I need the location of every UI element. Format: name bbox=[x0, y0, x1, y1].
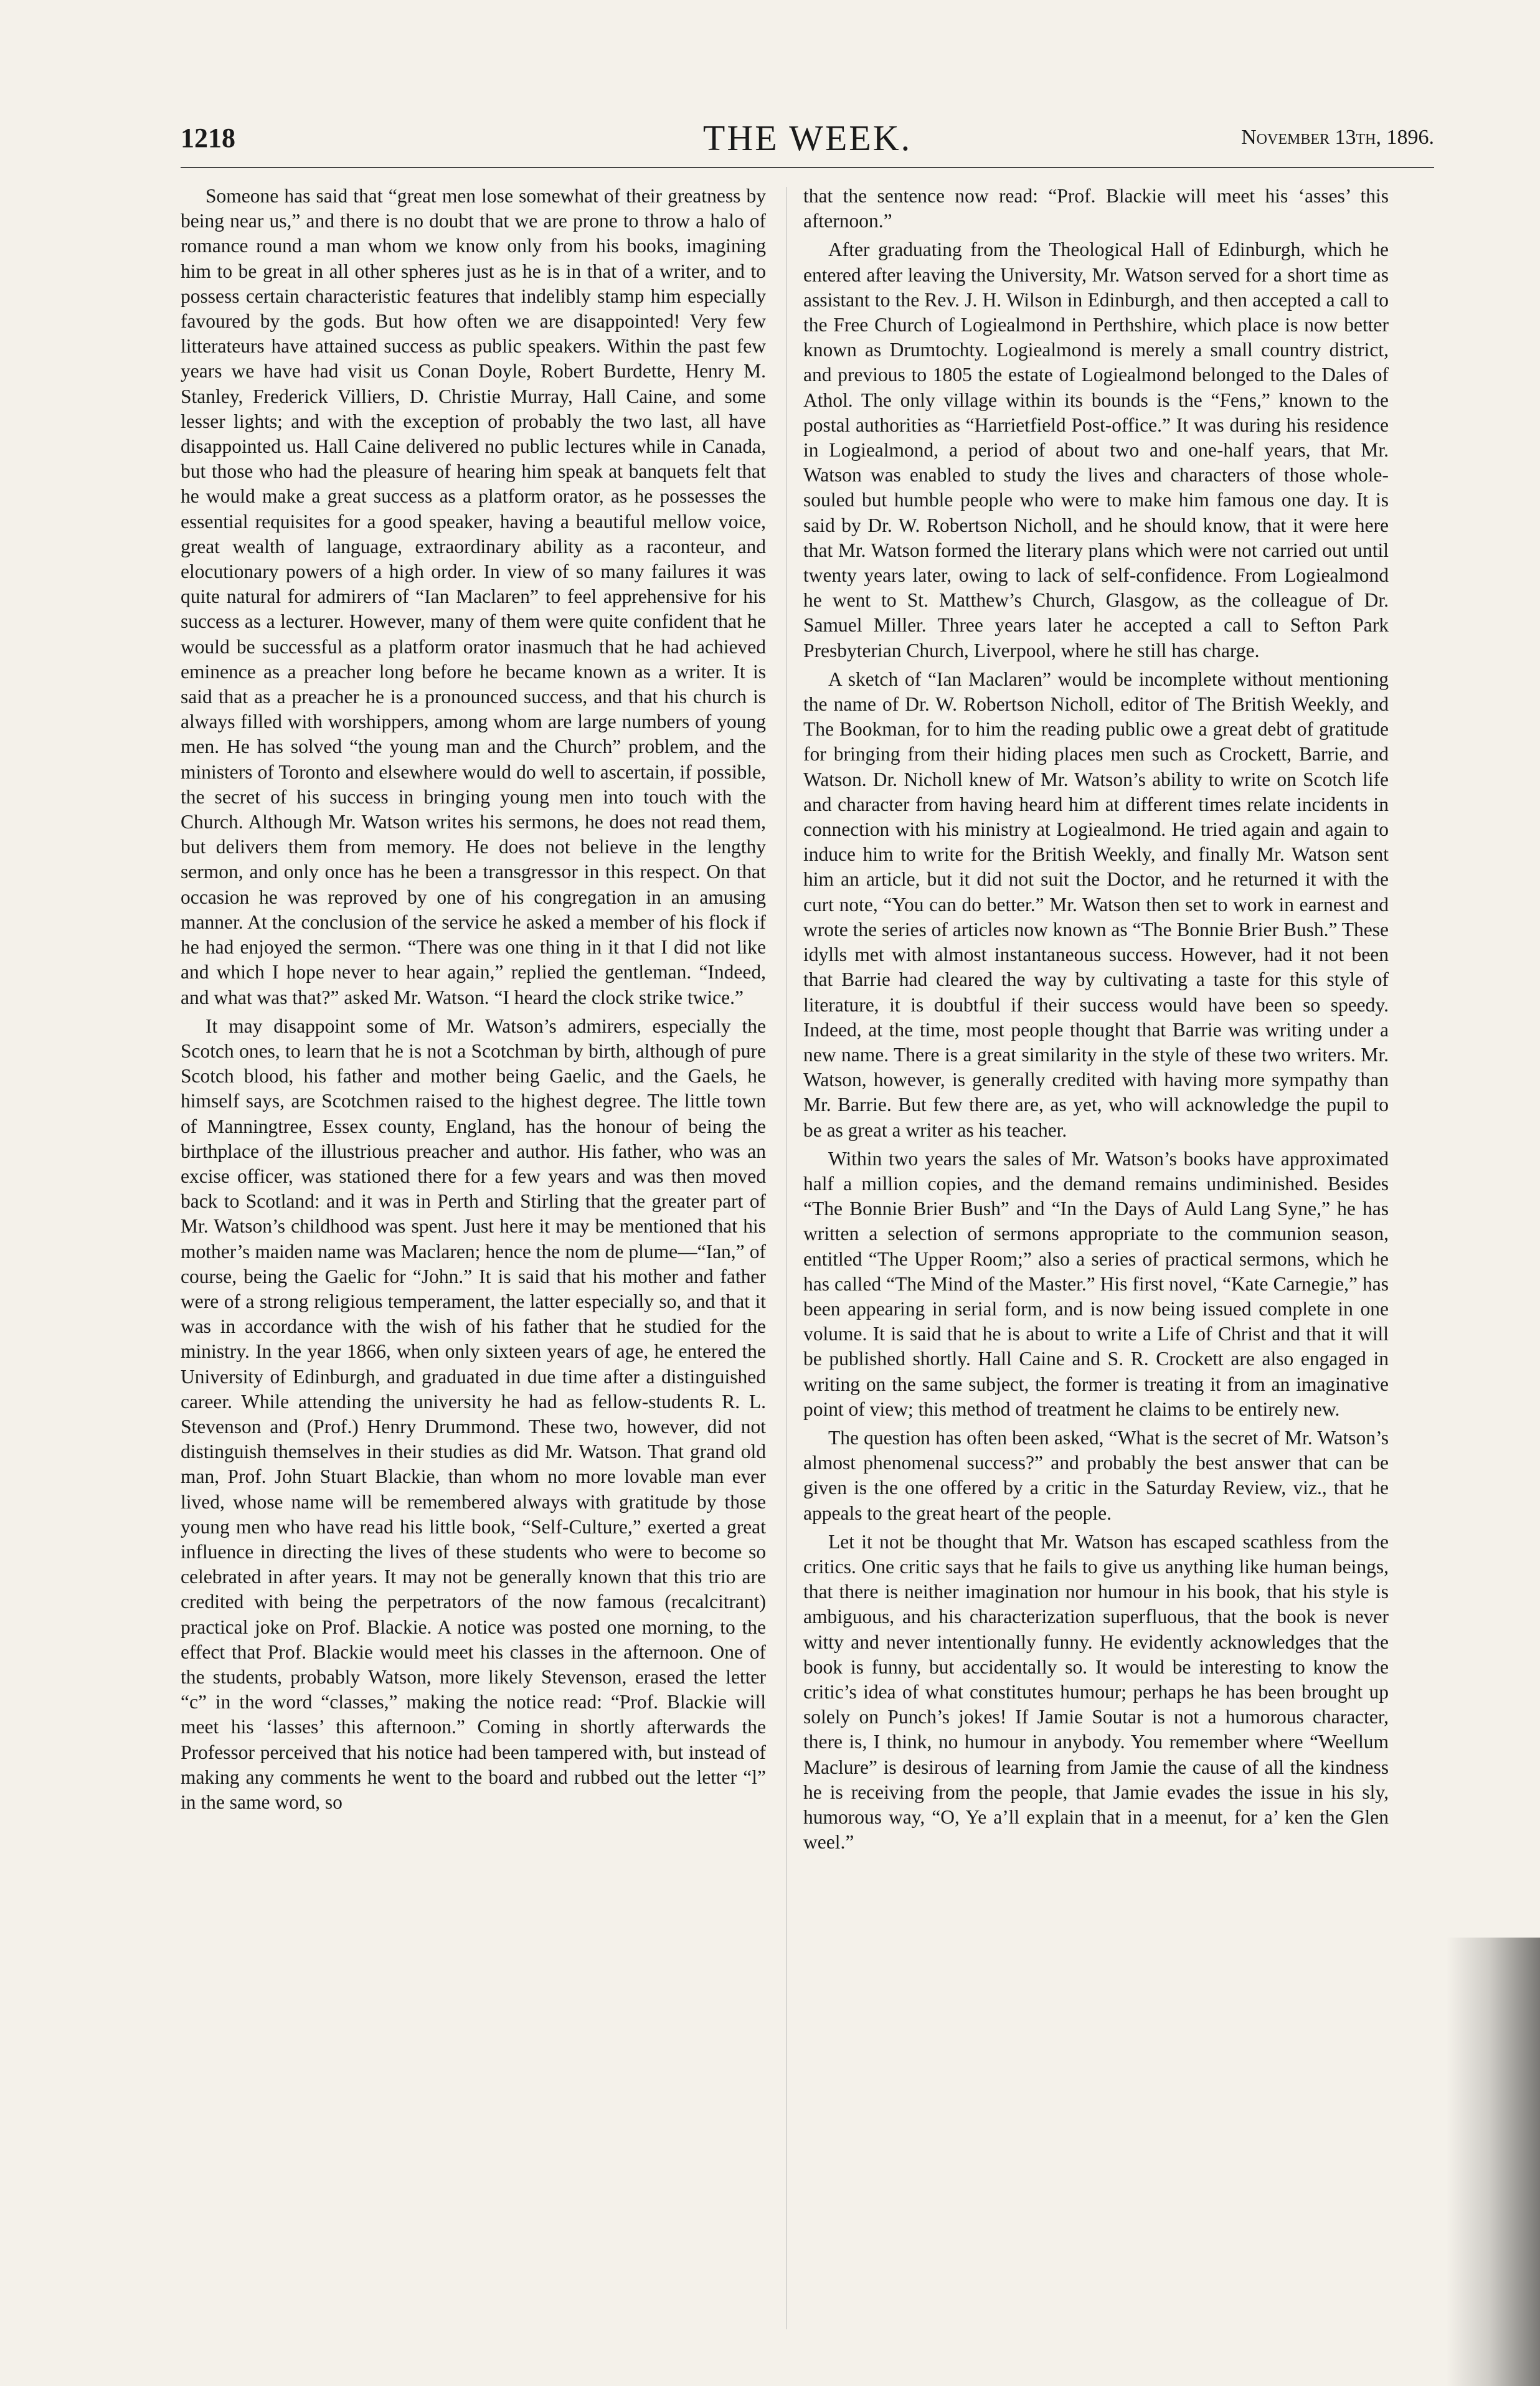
paragraph: After graduating from the Theological Hall of Edinburgh, which he entered after leaving the University, Mr. Watson served for a short time as assistant to the Rev. J. H. Wilson in Edinburgh, and then accepted a call to the Free Church of Logiealmond in Perthshire, which place is now better known as Drumtochty. Logiealmond is merely a small country district, and previous to 1805 the estate of Logiealmond belonged to the Dales of Athol. The only village within its bounds is the “Fens,” known to the postal authorities as “Harrietfield Post-office.” It was during his residence in Logiealmond, a period of about two and one-half years, that Mr. Watson was enabled to study the lives and characters of those whole-souled but humble people who were to make him famous one day. It is said by Dr. W. Robertson Nicholl, and he should know, that it were here that Mr. Watson formed the literary plans which were not carried out until twenty years later, owing to lack of self-confidence. From Logiealmond he went to St. Matthew’s Church, Glasgow, as the colleague of Dr. Samuel Miller. Three years later he accepted a call to Sefton Park Presbyterian Church, Liverpool, where he still has charge. bbox=[803, 239, 1389, 661]
left-column bbox=[181, 184, 766, 2345]
paragraph: Let it not be thought that Mr. Watson has escaped scathless from the critics. One critic says that he fails to give us anything like human beings, that there is neither imagination nor humour in his book, that his style is ambiguous, and his characterization superfluous, that the book is never witty and never intentionally funny. He evidently acknowledges that the book is funny, but accidentally so. It would be interesting to know the critic’s idea of what constitutes humour; perhaps he has been brought up solely on Punch’s jokes! If Jamie Soutar is not a humorous character, there is, I think, no humour in anybody. You remember where “Weellum Maclure” is desirous of learning from Jamie the cause of all the kindness he is receiving from the people, that Jamie evades the issue in his sly, humorous way, “O, Ye a’ll explain that in a meenut, for a’ ken the Glen weel.” bbox=[803, 1530, 1389, 1853]
page-edge-shadow bbox=[1447, 1938, 1540, 2386]
paragraph: Someone has said that “great men lose somewhat of their greatness by being near us,” and there is no doubt that we are prone to throw a halo of romance round a man whom we know only from his books, imagining him to be great in all other spheres just as he is in that of a writer, and to possess certain characteristic features that indelibly stamp him especially favoured by the gods. But how often we are disappointed! Very few litterateurs have attained success as public speakers. Within the past few years we have had visit us Conan Doyle, Robert Burdette, Henry M. Stanley, Frederick Villiers, D. Christie Murray, Hall Caine, and some lesser lights; and with the exception of probably the two last, all have disappointed us. Hall Caine delivered no public lectures while in Canada, but those who had the pleasure of hearing him speak at banquets felt that he would make a great success as a platform orator, as he possesses the essential requisites for a good speaker, having a beautiful mellow voice, great wealth of language, extraordinary ability as a raconteur, and elocutionary powers of a high order. In view of so many failures it was quite natural for admirers of “Ian Maclaren” to feel apprehensive for his success as a lecturer. However, many of them were quite confident that he would be successful as a platform orator inasmuch that he had achieved eminence as a preacher long before he became known as a writer. It is said that as a preacher he is a pronounced success, and that his church is always filled with worshippers, among whom are large numbers of young men. He has solved “the young man and the Church” problem, and the ministers of Toronto and elsewhere would do well to ascertain, if possible, the secret of his success in bringing young men into touch with the Church. Although Mr. Watson writes his sermons, he does not read them, but delivers them from memory. He does not believe in the lengthy sermon, and only once has he been a transgressor in this respect. On that occasion he was reproved by one of his congregation in an amusing manner. At the conclusion of the service he asked a member of his flock if he had enjoyed the sermon. “There was one thing in it that I did not like and which I hope never to hear again,” replied the gentleman. “Indeed, and what was that?” asked Mr. Watson. “I heard the clock strike twice.” bbox=[181, 185, 766, 1008]
right-column bbox=[803, 184, 1389, 2345]
issue-date: November 13th, 1896. bbox=[1241, 126, 1434, 149]
paragraph: The question has often been asked, “What is the secret of Mr. Watson’s almost phenomenal success?” and probably the best answer that can be given is the one offered by a critic in the Saturday Review, viz., that he appeals to the great heart of the people. bbox=[803, 1426, 1389, 1524]
paragraph: Within two years the sales of Mr. Watson’s books have approximated half a million copies, and the demand remains undiminished. Besides “The Bonnie Brier Bush” and “In the Days of Auld Lang Syne,” he has written a selection of sermons appropriate to the communion season, entitled “The Upper Room;” also a series of practical sermons, which he has called “The Mind of the Master.” His first novel, “Kate Carnegie,” has been appearing in serial form, and is now being issued complete in one volume. It is said that he is about to write a Life of Christ and that it will be published shortly. Hall Caine and S. R. Crockett are also engaged in writing on the same subject, the former is treating it from an imaginative point of view; this method of treatment he claims to be entirely new. bbox=[803, 1147, 1389, 1420]
paragraph: A sketch of “Ian Maclaren” would be incomplete without mentioning the name of Dr. W. Robertson Nicholl, editor of The British Weekly, and The Bookman, for to him the reading public owe a great debt of gratitude for bringing from their hiding places men such as Crockett, Barrie, and Watson. Dr. Nicholl knew of Mr. Watson’s ability to write on Scotch life and character from having heard him at different times relate incidents in connection with his ministry at Logiealmond. He tried again and again to induce him to write for the British Weekly, and finally Mr. Watson sent him an article, but it did not suit the Doctor, and he returned it with the curt note, “You can do better.” Mr. Watson then set to work in earnest and wrote the series of articles now known as “The Bonnie Brier Bush.” These idylls met with almost instantaneous success. However, had it not been that Barrie had cleared the way by cultivating a taste for this style of literature, it is doubtful if their success would have been so speedy. Indeed, at the time, most people thought that Barrie was writing under a new name. There is a great similarity in the style of these two writers. Mr. Watson, however, is generally credited with having more sympathy than Mr. Barrie. But few there are, as yet, who will acknowledge the pupil to be as great a writer as his teacher. bbox=[803, 668, 1389, 1141]
page-number: 1218 bbox=[181, 123, 235, 153]
paragraph: It may disappoint some of Mr. Watson’s admirers, especially the Scotch ones, to learn that he is not a Scotchman by birth, although of pure Scotch blood, his father and mother being Gaelic, and the Gaels, he himself says, are Scotchmen raised to the highest degree. The little town of Manningtree, Essex county, England, has the honour of being the birthplace of the illustrious preacher and author. His father, who was an excise officer, was stationed there for a few years and was then moved back to Scotland: and it was in Perth and Stirling that the greater part of Mr. Watson’s childhood was spent. Just here it may be mentioned that his mother’s maiden name was Maclaren; hence the nom de plume—“Ian,” of course, being the Gaelic for “John.” It is said that his mother and father were of a strong religious temperament, the latter especially so, and that it was in accordance with the wish of his father that he studied for the ministry. In the year 1866, when only sixteen years of age, he entered the University of Edinburgh, and graduated in due time after a distinguished career. While attending the university he had as fellow-students R. L. Stevenson and (Prof.) Henry Drummond. These two, however, did not distinguish themselves in their studies as did Mr. Watson. That grand old man, Prof. John Stuart Blackie, than whom no more lovable man ever lived, whose name will be remembered always with gratitude by those young men who have read his little book, “Self-Culture,” exerted a great influence in directing the lives of these students who were to become so celebrated in after years. It may not be generally known that this trio are credited with being the perpetrators of the now famous (recalcitrant) practical joke on Prof. Blackie. A notice was posted one morning, to the effect that Prof. Blackie would meet his classes in the afternoon. One of the students, probably Watson, more likely Stevenson, erased the letter “c” in the word “classes,” making the notice read: “Prof. Blackie will meet his ‘lasses’ this afternoon.” Coming in shortly afterwards the Professor perceived that his notice had been tampered with, but instead of making any comments he went to the board and rubbed out the letter “l” in the same word, so bbox=[181, 1015, 766, 1813]
paragraph-continued: that the sentence now read: “Prof. Blackie will meet his ‘asses’ this afternoon.” bbox=[803, 185, 1389, 232]
column-divider bbox=[786, 187, 787, 2329]
publication-title: THE WEEK. bbox=[702, 118, 912, 158]
header-rule bbox=[181, 167, 1434, 168]
page-header bbox=[181, 117, 1434, 161]
